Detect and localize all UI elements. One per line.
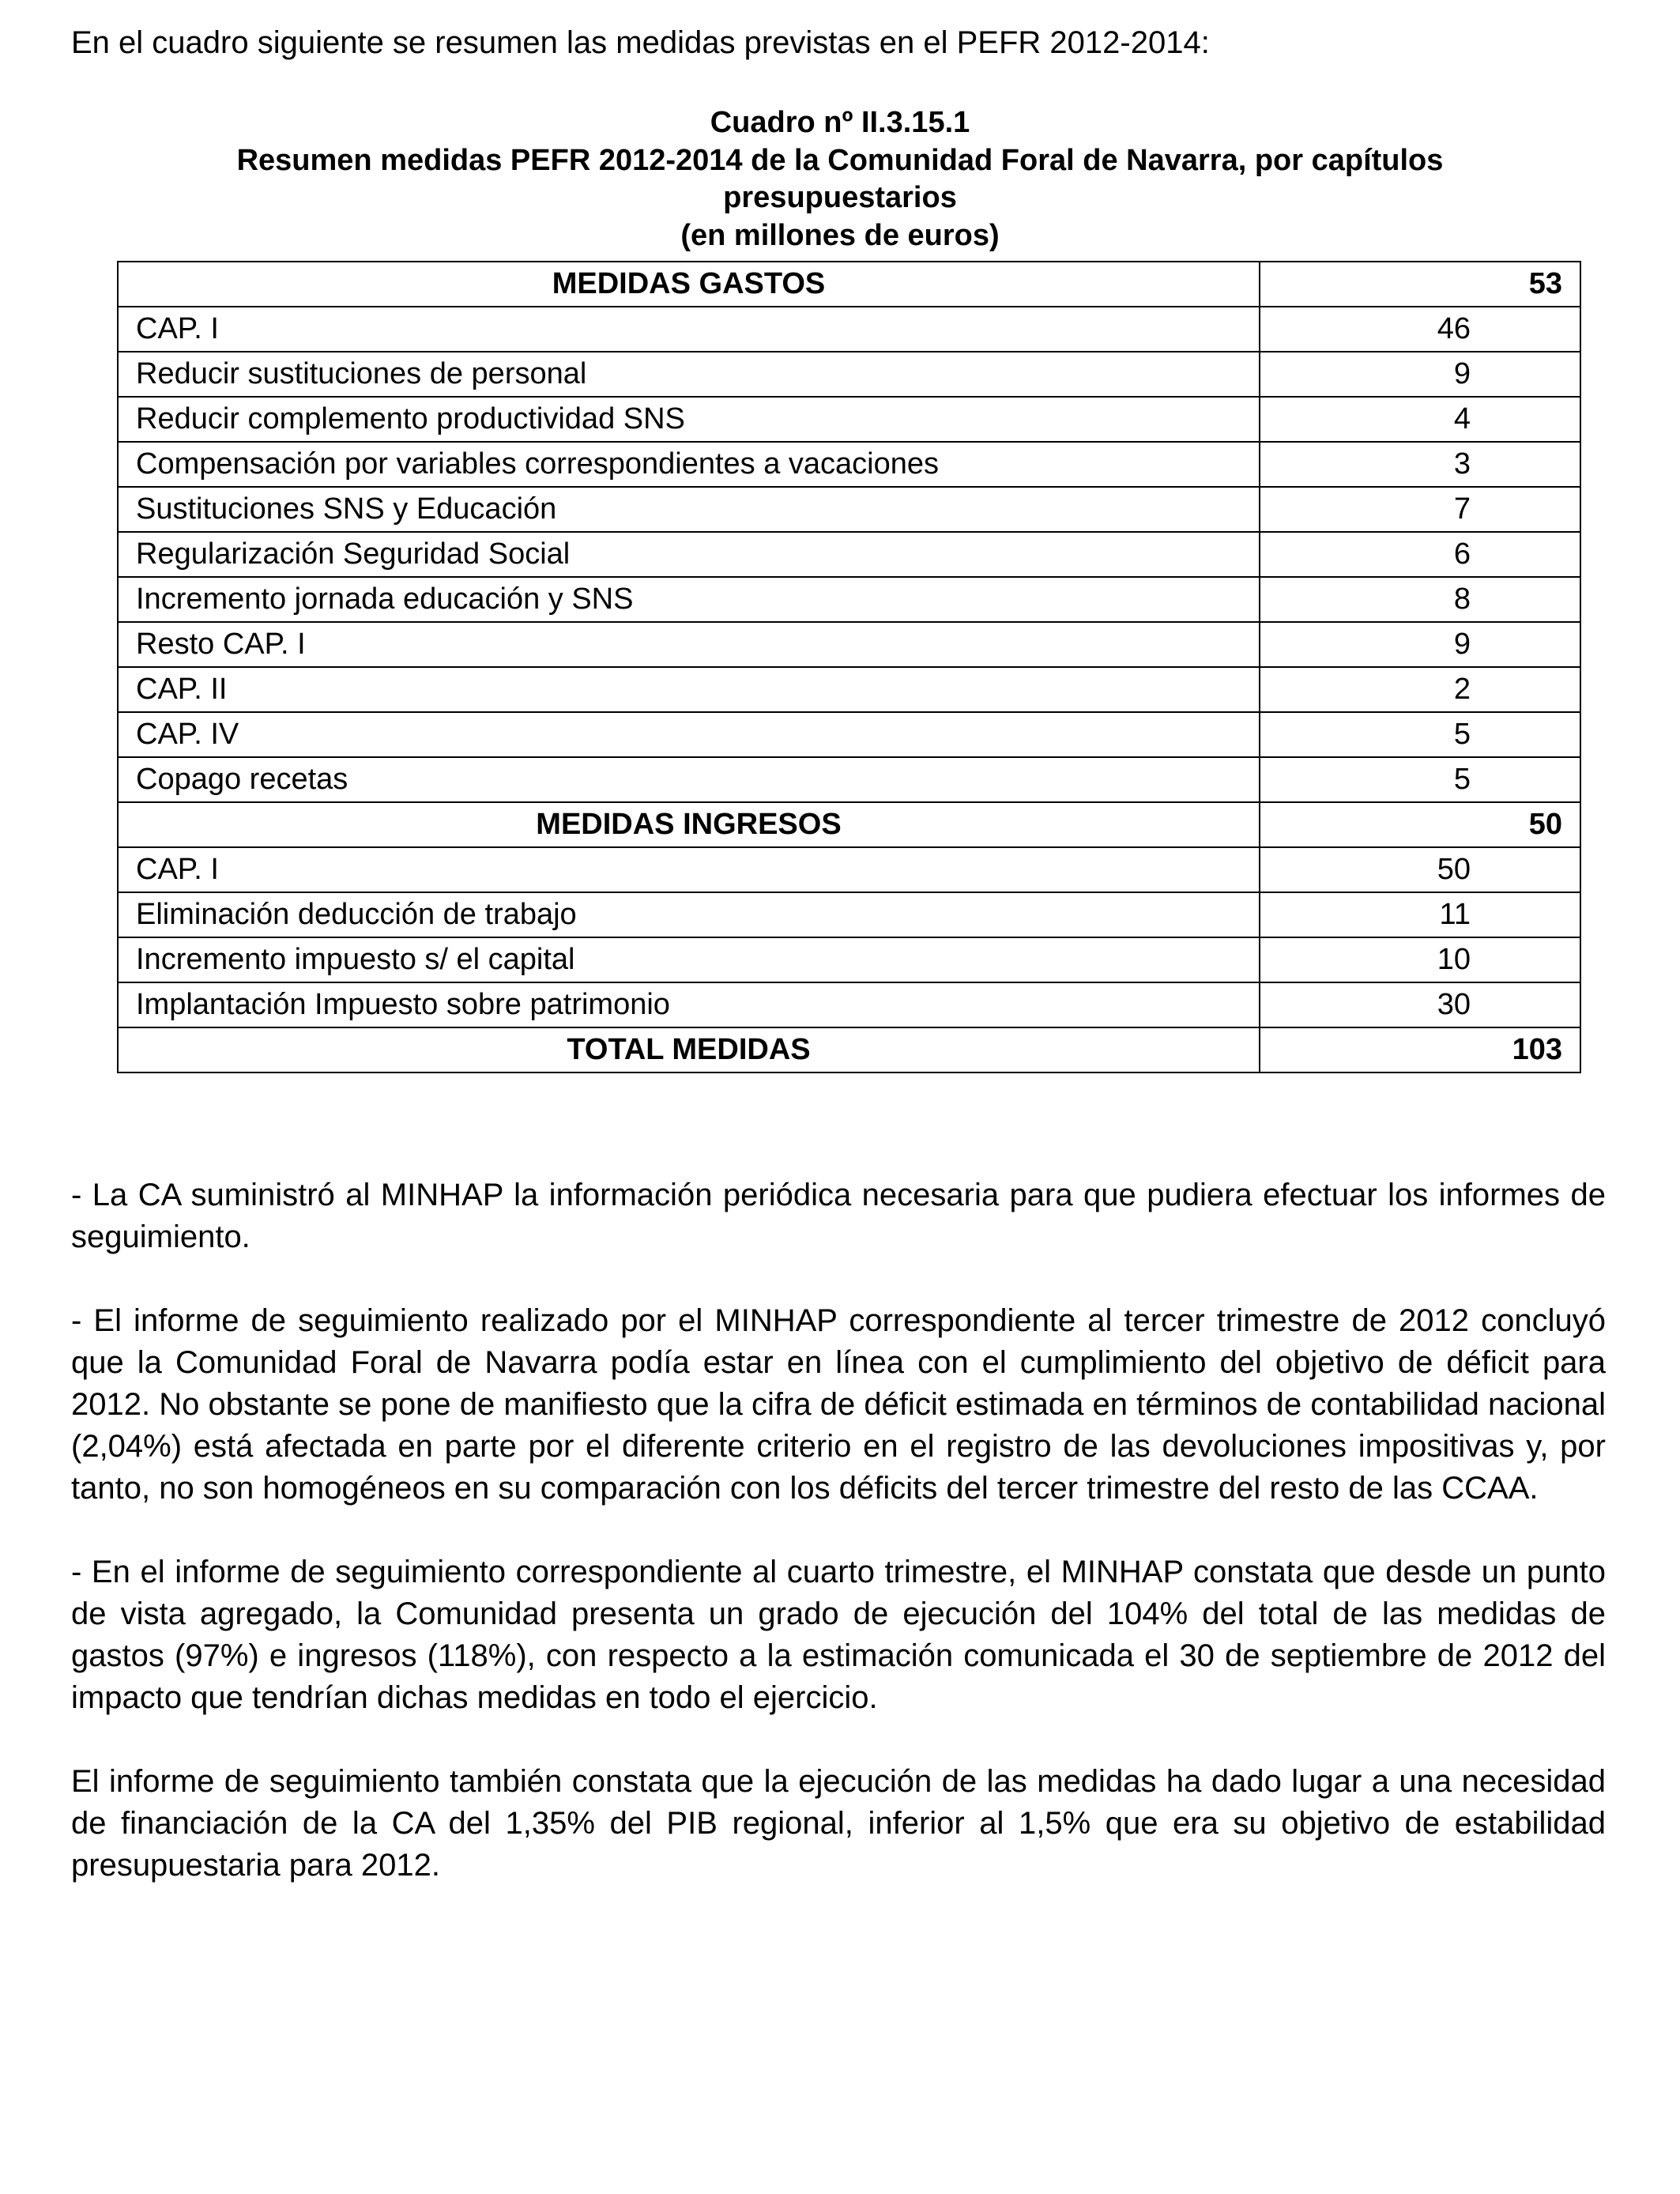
ingresos-item-row [118,937,1580,982]
caption-title-line2: presupuestarios [723,181,957,214]
measures-table [117,261,1581,1073]
gastos-item-row [118,712,1580,757]
ingresos-item-value: 30 [1260,982,1580,1027]
gastos-item-row [118,622,1580,667]
gastos-item-value: 5 [1260,757,1580,802]
ingresos-item-label: Implantación Impuesto sobre patrimonio [118,982,1260,1027]
ingresos-header-label: MEDIDAS INGRESOS [118,802,1260,847]
ingresos-item-label: CAP. I [118,847,1260,892]
paragraph-2: - El informe de seguimiento realizado por el MINHAP correspondiente al tercer trimestre de 2012 concluyó que la Comunidad Foral de Navarra podía estar en línea con el cumplimiento del objetivo de déficit para 2012. No obstante se pone de manifiesto que la cifra de déficit estimada en términos de contabilidad nacional (2,04%) está afectada en parte por el diferente criterio en el registro de las devoluciones impositivas y, por tanto, no son homogéneos en su comparación con los déficits del tercer trimestre del resto de las CCAA. [71,1303,1606,1506]
caption-title-line1: Resumen medidas PEFR 2012-2014 de la Comunidad Foral de Navarra, por capítulos [236,143,1444,177]
gastos-item-value: 46 [1260,307,1580,352]
gastos-item-row [118,352,1580,397]
intro-text: En el cuadro siguiente se resumen las medidas previstas en el PEFR 2012-2014: [71,25,1210,60]
paragraph-3: - En el informe de seguimiento correspondiente al cuarto trimestre, el MINHAP constata que desde un punto de vista agregado, la Comunidad presenta un grado de ejecución del 104% del total de las medidas de gastos (97%) e ingresos (118%), con respecto a la estimación comunicada el 30 de septiembre de 2012 del impacto que tendrían dichas medidas en todo el ejercicio. [71,1555,1606,1715]
gastos-item-row [118,442,1580,487]
ingresos-item-row [118,847,1580,892]
gastos-item-row [118,667,1580,712]
ingresos-header-value: 50 [1260,802,1580,847]
gastos-item-row [118,577,1580,622]
gastos-item-label: Compensación por variables correspondientes a vacaciones [118,442,1260,487]
ingresos-item-row [118,982,1580,1027]
caption-units: (en millones de euros) [680,218,1000,252]
total-row [118,1027,1580,1072]
table-caption [119,104,1561,254]
gastos-item-row [118,307,1580,352]
ingresos-item-label: Eliminación deducción de trabajo [118,892,1260,937]
paragraph-1: - La CA suministró al MINHAP la información periódica necesaria para que pudiera efectuar los informes de seguimiento. [71,1178,1606,1254]
gastos-item-value: 2 [1260,667,1580,712]
gastos-item-value: 4 [1260,397,1580,442]
ingresos-item-value: 10 [1260,937,1580,982]
gastos-item-label: Reducir complemento productividad SNS [118,397,1260,442]
ingresos-item-value: 50 [1260,847,1580,892]
gastos-item-value: 9 [1260,622,1580,667]
gastos-item-value: 5 [1260,712,1580,757]
gastos-item-label: Regularización Seguridad Social [118,532,1260,577]
gastos-item-label: CAP. IV [118,712,1260,757]
gastos-item-label: CAP. II [118,667,1260,712]
gastos-item-value: 8 [1260,577,1580,622]
gastos-item-label: CAP. I [118,307,1260,352]
gastos-item-row [118,397,1580,442]
gastos-item-label: Incremento jornada educación y SNS [118,577,1260,622]
gastos-item-value: 6 [1260,532,1580,577]
ingresos-item-label: Incremento impuesto s/ el capital [118,937,1260,982]
gastos-header-value: 53 [1260,262,1580,307]
gastos-item-value: 7 [1260,487,1580,532]
paragraph-4: El informe de seguimiento también constata que la ejecución de las medidas ha dado lugar a una necesidad de financiación de la CA del 1,35% del PIB regional, inferior al 1,5% que era su objetivo de estabilidad presupuestaria para 2012. [71,1764,1606,1883]
total-label: TOTAL MEDIDAS [118,1027,1260,1072]
gastos-item-row [118,757,1580,802]
ingresos-item-row [118,892,1580,937]
gastos-item-value: 3 [1260,442,1580,487]
ingresos-item-value: 11 [1260,892,1580,937]
gastos-item-row [118,487,1580,532]
body-paragraphs [71,1174,1606,1928]
total-value: 103 [1260,1027,1580,1072]
ingresos-header-row [118,802,1580,847]
measures-table-body [118,262,1580,1072]
caption-number: Cuadro nº II.3.15.1 [710,106,970,139]
gastos-header-label: MEDIDAS GASTOS [118,262,1260,307]
gastos-header-row [118,262,1580,307]
gastos-item-label: Copago recetas [118,757,1260,802]
gastos-item-value: 9 [1260,352,1580,397]
gastos-item-row [118,532,1580,577]
gastos-item-label: Sustituciones SNS y Educación [118,487,1260,532]
gastos-item-label: Reducir sustituciones de personal [118,352,1260,397]
gastos-item-label: Resto CAP. I [118,622,1260,667]
